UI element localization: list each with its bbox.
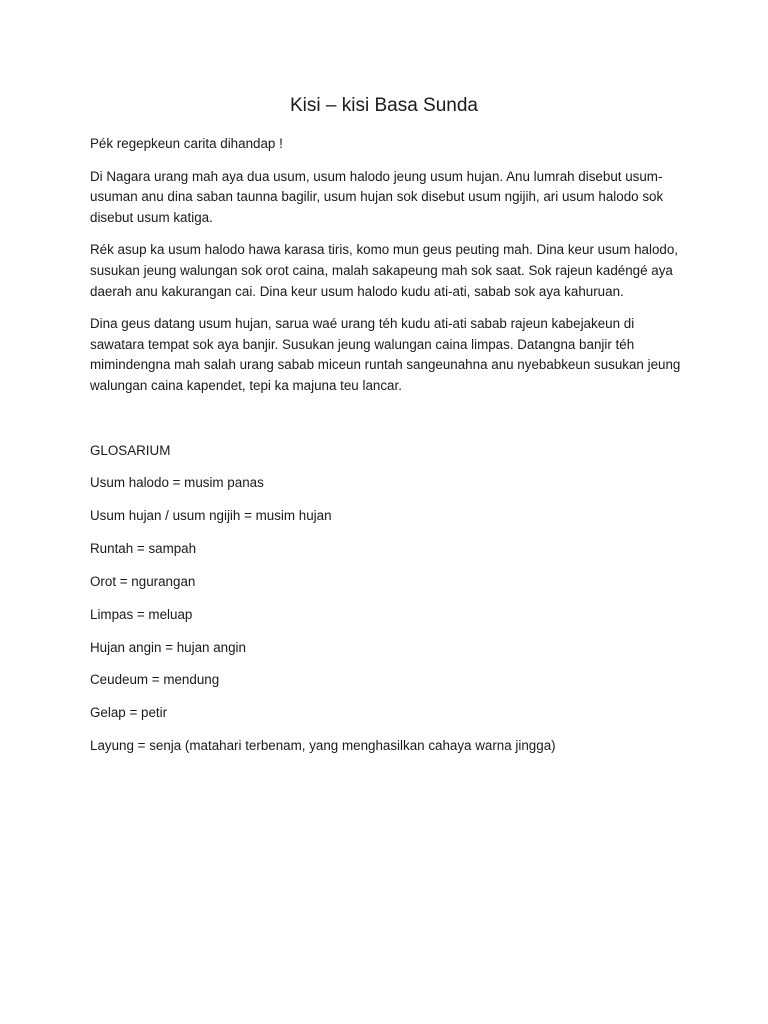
glossary-item: Hujan angin = hujan angin bbox=[90, 639, 246, 655]
glossary-item: Orot = ngurangan bbox=[90, 573, 196, 589]
glossary-item: Limpas = meluap bbox=[90, 606, 193, 622]
paragraph-3: Dina geus datang usum hujan, sarua waé urang téh kudu ati-ati sabab rajeun kabejakeun di sawatara tempat sok aya banjir. Susukan jeung walungan caina limpas. Datangna banjir téh mimindengna mah salah urang sabab miceun runtah sangeunahna anu nyebabkeun susukan jeung walungan caina kapendet, tepi ka majuna teu lancar. bbox=[90, 316, 681, 393]
glossary-item: Usum halodo = musim panas bbox=[90, 475, 264, 491]
instruction-text: Pék regepkeun carita dihandap ! bbox=[90, 136, 283, 151]
glossary-item: Runtah = sampah bbox=[90, 540, 197, 556]
glossary-item: Gelap = petir bbox=[90, 705, 168, 721]
glossary-item: Usum hujan / usum ngijih = musim hujan bbox=[90, 508, 332, 524]
glossary-list bbox=[90, 473, 682, 757]
glossary-item: Layung = senja (matahari terbenam, yang menghasilkan cahaya warna jingga) bbox=[90, 738, 556, 754]
glossary-item: Ceudeum = mendung bbox=[90, 672, 220, 688]
glossary-heading: GLOSARIUM bbox=[90, 442, 171, 458]
paragraph-1: Di Nagara urang mah aya dua usum, usum halodo jeung usum hujan. Anu lumrah disebut usum-usuman anu dina saban taunna bagilir, usum hujan sok disebut usum ngijih, ari usum halodo sok disebut usum katiga. bbox=[90, 168, 664, 225]
paragraph-2: Rék asup ka usum halodo hawa karasa tiris, komo mun geus peuting mah. Dina keur usum halodo, susukan jeung walungan sok orot caina, malah sakapeung mah sok saat. Sok rajeun kadéngé aya daerah anu kakurangan cai. Dina keur usum halodo kudu ati-ati, sabab sok aya kahuruan. bbox=[90, 242, 679, 299]
document-body bbox=[90, 134, 682, 769]
document-title: Kisi – kisi Basa Sunda bbox=[290, 95, 478, 116]
